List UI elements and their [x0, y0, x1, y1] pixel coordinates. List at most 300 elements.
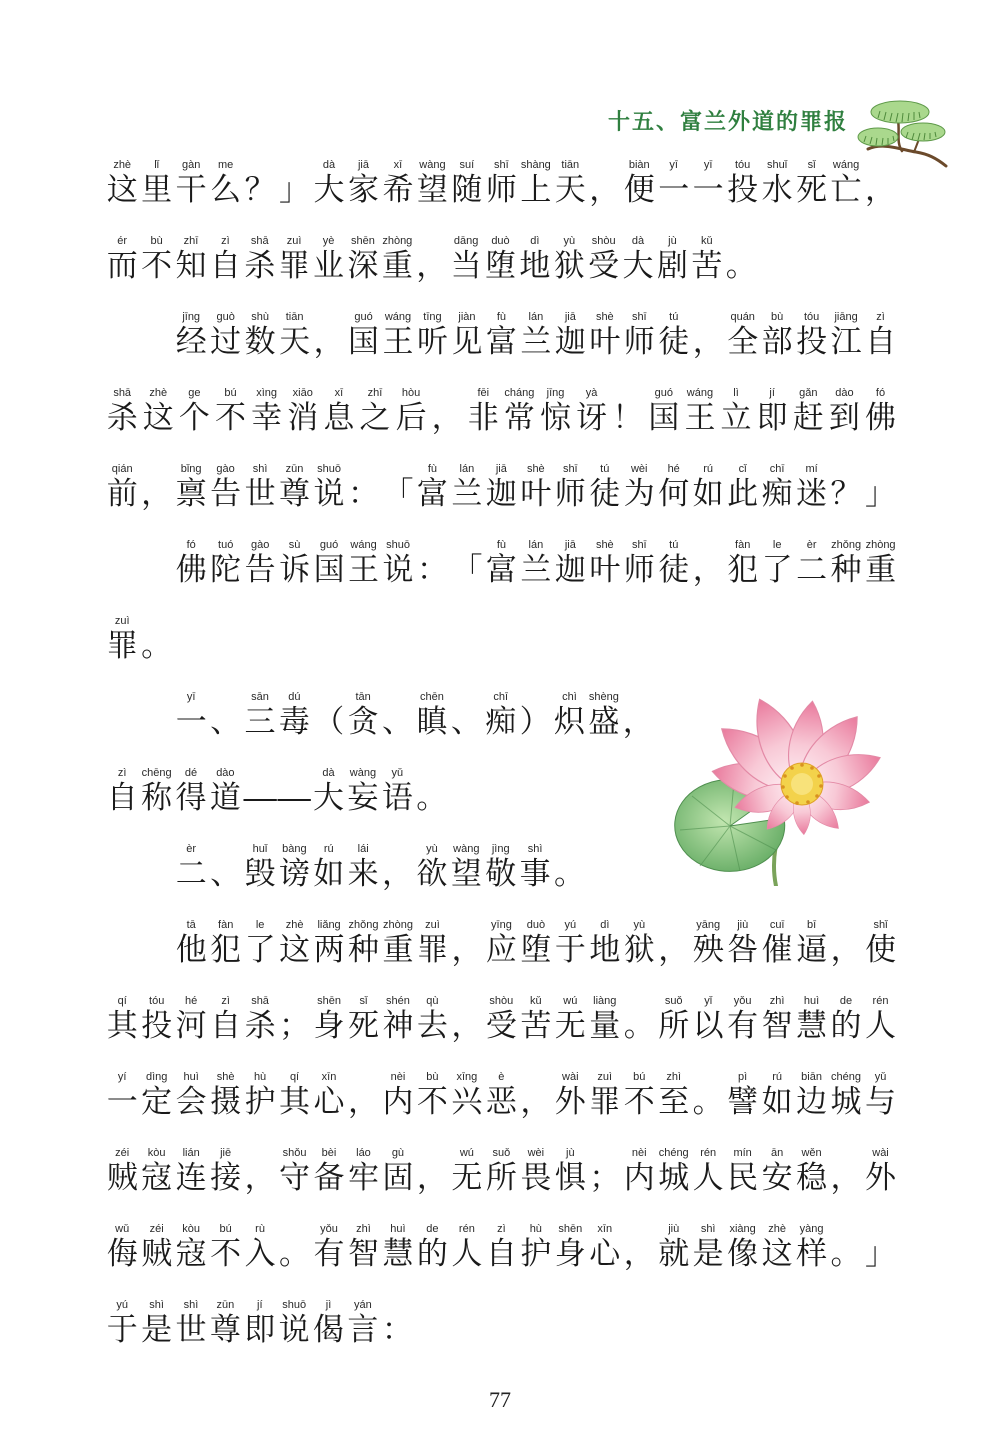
pinyin-annotation: jiāng [834, 311, 858, 323]
pinyin-annotation: dì [600, 919, 610, 931]
hanzi-character: 迦 [554, 552, 586, 588]
pinyin-annotation [829, 1222, 863, 1236]
hanzi-character: 叶 [520, 476, 552, 512]
pinyin-annotation: wáng [384, 311, 412, 323]
pinyin-annotation: dà [631, 235, 645, 247]
hanzi-character: 兰 [520, 552, 552, 588]
hanzi-character: 。 [553, 856, 585, 892]
pinyin-annotation: chēng [141, 767, 172, 779]
hanzi-character: ， [416, 248, 448, 284]
pinyin-annotation: duò [491, 235, 510, 247]
hanzi-row [105, 1312, 898, 1348]
pinyin-annotation [552, 842, 586, 856]
pinyin-annotation: hé [185, 995, 198, 1007]
hanzi-character: 讶 [576, 400, 608, 436]
pinyin-annotation: hù [529, 1223, 542, 1235]
text-line [105, 538, 898, 614]
hanzi-character: 不 [215, 400, 247, 436]
pinyin-row [105, 462, 898, 476]
pinyin-annotation: tiān [285, 311, 304, 323]
pinyin-annotation: shǒu [282, 1147, 307, 1159]
hanzi-character: 这 [761, 1236, 793, 1272]
hanzi-character: 告 [210, 476, 242, 512]
pinyin-annotation: zūn [285, 463, 304, 475]
pinyin-annotation: zhī [367, 387, 383, 399]
lotus-flower-icon [672, 698, 894, 886]
hanzi-character: ： [381, 1312, 413, 1348]
text-line [105, 310, 898, 386]
hanzi-character: 师 [623, 324, 655, 360]
hanzi-character: 、 [382, 704, 414, 740]
pinyin-annotation: rú [703, 463, 714, 475]
pinyin-annotation: xīng [456, 1071, 478, 1083]
hanzi-character: 徒 [658, 552, 690, 588]
pinyin-annotation: gào [250, 539, 270, 551]
hanzi-character: 一 [658, 172, 690, 208]
hanzi-character: 不 [210, 1236, 242, 1272]
pinyin-annotation: lán [459, 463, 475, 475]
hanzi-character: 外 [865, 1160, 896, 1196]
hanzi-character: 外 [554, 1084, 586, 1120]
hanzi-character: 。 [279, 1236, 311, 1272]
pinyin-annotation: wáng [832, 159, 860, 171]
hanzi-character: 自 [210, 1008, 242, 1044]
pinyin-annotation: tóu [734, 159, 751, 171]
hanzi-character: 禀 [175, 476, 207, 512]
hanzi-row [105, 1236, 898, 1272]
hanzi-character: 苦 [520, 1008, 552, 1044]
pinyin-annotation: yí [117, 1071, 127, 1083]
pinyin-annotation: zì [221, 995, 230, 1007]
hanzi-character: 有 [727, 1008, 759, 1044]
hanzi-character: 地 [519, 248, 551, 284]
pinyin-annotation [430, 386, 464, 400]
hanzi-character: 言 [347, 1312, 379, 1348]
hanzi-character: ， [589, 172, 621, 208]
hanzi-character: ， [416, 1160, 448, 1196]
pinyin-annotation: rén [458, 1223, 475, 1235]
pinyin-annotation [139, 462, 173, 476]
hanzi-character: 望 [450, 856, 482, 892]
hanzi-character: 亡 [830, 172, 862, 208]
hanzi-character: 杀 [106, 400, 138, 436]
hanzi-character: 语 [381, 780, 413, 816]
pinyin-annotation: lǐ [154, 159, 160, 171]
hanzi-character: 国 [648, 400, 680, 436]
pinyin-annotation [415, 234, 449, 248]
pinyin-annotation: jiù [668, 1223, 680, 1235]
pinyin-annotation: yǔ [874, 1071, 887, 1083]
text-line [105, 1070, 898, 1146]
hanzi-character: 接 [210, 1160, 242, 1196]
pinyin-annotation [277, 1222, 311, 1236]
hanzi-character: 的 [416, 1236, 448, 1272]
page-number: 77 [489, 1387, 511, 1412]
pinyin-annotation: jù [566, 1147, 575, 1159]
hanzi-character: 固 [382, 1160, 414, 1196]
pinyin-row [105, 1222, 898, 1236]
hanzi-character: 稳 [796, 1160, 828, 1196]
pinyin-annotation: shèng [588, 691, 619, 703]
hanzi-character: 备 [313, 1160, 345, 1196]
hanzi-character: 二 [175, 856, 207, 892]
pinyin-annotation: zūn [216, 1299, 235, 1311]
hanzi-character: 逼 [796, 932, 828, 968]
hanzi-character: 业 [313, 248, 345, 284]
hanzi-character: 三 [244, 704, 276, 740]
hanzi-character: — [275, 780, 313, 816]
hanzi-character: 重 [865, 552, 897, 588]
pinyin-annotation [829, 462, 863, 476]
pinyin-annotation: huì [183, 1071, 199, 1083]
pinyin-annotation: tiān [561, 159, 580, 171]
hanzi-character: 自 [106, 780, 138, 816]
pinyin-annotation: chéng [658, 1147, 689, 1159]
pinyin-annotation: wáng [350, 539, 377, 551]
pinyin-annotation: jìng [491, 843, 510, 855]
pinyin-row [105, 994, 898, 1008]
hanzi-character: 尊 [279, 476, 311, 512]
hanzi-character: 罪 [589, 1084, 621, 1120]
pinyin-annotation: qù [426, 995, 439, 1007]
hanzi-character: 而 [106, 248, 138, 284]
hanzi-character: 其 [106, 1008, 138, 1044]
pinyin-annotation: zì [497, 1223, 506, 1235]
hanzi-character: 城 [658, 1160, 690, 1196]
pinyin-annotation: gàn [181, 159, 201, 171]
hanzi-character: 部 [761, 324, 793, 360]
pinyin-annotation: wěn [801, 1147, 822, 1159]
pinyin-annotation: yǒu [733, 995, 752, 1007]
hanzi-character: ， [382, 856, 414, 892]
hanzi-character: 瞋 [416, 704, 448, 740]
pinyin-annotation [829, 918, 863, 932]
hanzi-character: 受 [588, 248, 620, 284]
hanzi-character: ， [451, 1008, 483, 1044]
hanzi-character: ， [830, 1160, 862, 1196]
hanzi-character: 望 [416, 172, 448, 208]
hanzi-character: 国 [348, 324, 380, 360]
pinyin-annotation: tóu [803, 311, 820, 323]
pinyin-annotation: liàng [593, 995, 617, 1007]
hanzi-character: 投 [796, 324, 828, 360]
pinyin-annotation: jí [257, 1299, 263, 1311]
hanzi-character: 的 [830, 1008, 862, 1044]
pinyin-annotation: mí [805, 463, 818, 475]
hanzi-character: 所 [658, 1008, 690, 1044]
pinyin-annotation [449, 690, 483, 704]
hanzi-character: 种 [348, 932, 380, 968]
pinyin-annotation: tú [600, 463, 610, 475]
pinyin-annotation: wú [563, 995, 578, 1007]
hanzi-character: 兰 [451, 476, 483, 512]
hanzi-character: 称 [141, 780, 173, 816]
pinyin-annotation: dào [835, 387, 854, 399]
pinyin-row [174, 538, 898, 552]
hanzi-character: 河 [175, 1008, 207, 1044]
hanzi-character: 其 [279, 1084, 311, 1120]
hanzi-character: 佛 [175, 552, 207, 588]
hanzi-character: ？ [244, 172, 276, 208]
pinyin-annotation: shā [250, 235, 269, 247]
pinyin-annotation: lái [357, 843, 369, 855]
hanzi-character: 入 [244, 1236, 276, 1272]
pinyin-annotation: fù [496, 311, 506, 323]
hanzi-character: 罪 [106, 628, 138, 664]
pinyin-row [105, 614, 898, 628]
pinyin-annotation [243, 1146, 277, 1160]
pinyin-annotation: xī [334, 387, 344, 399]
pinyin-annotation [519, 1070, 553, 1084]
pinyin-annotation: dú [288, 691, 301, 703]
hanzi-character: 炽 [553, 704, 585, 740]
pinyin-annotation: shòu [591, 235, 616, 247]
pinyin-annotation: jiā [564, 311, 576, 323]
pinyin-annotation [829, 1146, 863, 1160]
hanzi-character: 徒 [589, 476, 621, 512]
hanzi-character: 一 [106, 1084, 138, 1120]
pinyin-row [105, 386, 898, 400]
chapter-title: 十五、富兰外道的罪报 [608, 109, 849, 135]
text-line [105, 994, 898, 1070]
hanzi-character: ； [589, 1160, 621, 1196]
hanzi-character: 」 [865, 476, 896, 512]
hanzi-row [174, 932, 898, 968]
hanzi-character: 说 [313, 476, 345, 512]
hanzi-character: 。 [141, 628, 173, 664]
hanzi-character: 听 [416, 324, 448, 360]
pinyin-annotation: yù [426, 843, 438, 855]
hanzi-character: 种 [830, 552, 862, 588]
hanzi-character: 自 [865, 324, 897, 360]
hanzi-character: ， [313, 324, 345, 360]
hanzi-character: 护 [520, 1236, 552, 1272]
hanzi-character: ， [520, 1084, 552, 1120]
hanzi-character: 富 [416, 476, 448, 512]
hanzi-character: 自 [485, 1236, 517, 1272]
hanzi-character: 徒 [658, 324, 690, 360]
hanzi-character: 干 [175, 172, 207, 208]
pinyin-annotation: pì [738, 1071, 748, 1083]
pinyin-annotation: fù [427, 463, 437, 475]
hanzi-character: 」 [279, 172, 311, 208]
pinyin-annotation: yàng [799, 1223, 824, 1235]
pinyin-annotation: bù [150, 235, 163, 247]
hanzi-character: 一 [175, 704, 207, 740]
hanzi-character: 即 [244, 1312, 276, 1348]
hanzi-character: 慧 [796, 1008, 828, 1044]
hanzi-character: 。 [830, 1236, 862, 1272]
hanzi-character: 佛 [864, 400, 896, 436]
hanzi-character: 死 [347, 1008, 379, 1044]
pinyin-annotation: qí [117, 995, 127, 1007]
pinyin-annotation: wáng [686, 387, 714, 399]
pinyin-annotation: guó [354, 311, 373, 323]
pinyin-annotation: zhè [149, 387, 168, 399]
hanzi-character: 师 [485, 172, 517, 208]
pinyin-annotation [208, 690, 242, 704]
hanzi-character: 不 [141, 248, 173, 284]
pinyin-annotation: shēn [558, 1223, 583, 1235]
hanzi-character: 了 [244, 932, 276, 968]
hanzi-character: 道 [209, 780, 241, 816]
text-line [105, 158, 898, 234]
hanzi-character: 这 [106, 172, 138, 208]
hanzi-character: 内 [623, 1160, 655, 1196]
hanzi-character: 师 [623, 552, 655, 588]
hanzi-character: 随 [451, 172, 483, 208]
pinyin-annotation: shǐ [873, 919, 888, 931]
pinyin-annotation: shī [631, 539, 647, 551]
pinyin-annotation: shè [595, 311, 614, 323]
hanzi-character: 毒 [278, 704, 310, 740]
pinyin-annotation [312, 690, 346, 704]
hanzi-character: 摄 [210, 1084, 242, 1120]
pinyin-annotation: yán [354, 1299, 372, 1311]
pinyin-annotation: xīn [321, 1071, 337, 1083]
pine-tree-icon [856, 92, 948, 168]
pinyin-annotation: lán [528, 311, 544, 323]
pinyin-annotation: shī [494, 159, 509, 171]
hanzi-character: 身 [313, 1008, 345, 1044]
pinyin-annotation [863, 1222, 897, 1236]
hanzi-character: ， [692, 552, 724, 588]
hanzi-row [105, 1084, 898, 1120]
pinyin-annotation: shòu [489, 995, 514, 1007]
pinyin-annotation: dìng [145, 1071, 168, 1083]
pinyin-annotation: bú [219, 1223, 232, 1235]
hanzi-character: 重 [382, 932, 414, 968]
pinyin-annotation: xiāo [292, 387, 313, 399]
pinyin-annotation: duò [526, 919, 546, 931]
pinyin-annotation: chéng [831, 1071, 862, 1083]
pinyin-annotation: xiàng [729, 1223, 756, 1235]
hanzi-character: 妄 [347, 780, 379, 816]
pinyin-annotation: zhòng [383, 919, 413, 931]
pinyin-annotation [450, 994, 484, 1008]
pinyin-annotation: yīng [491, 919, 512, 931]
pinyin-row [105, 158, 898, 172]
pinyin-annotation: shuō [282, 1299, 307, 1311]
hanzi-character: ； [279, 1008, 311, 1044]
pinyin-annotation [346, 462, 380, 476]
text-line [105, 234, 898, 310]
hanzi-character: 来 [347, 856, 379, 892]
hanzi-character: 里 [141, 172, 173, 208]
hanzi-character: 天 [554, 172, 586, 208]
hanzi-character: 心 [313, 1084, 345, 1120]
hanzi-character: 幸 [251, 400, 283, 436]
hanzi-character: 个 [178, 400, 210, 436]
hanzi-character: 定 [141, 1084, 173, 1120]
hanzi-character: 这 [279, 932, 311, 968]
pinyin-annotation [208, 842, 242, 856]
pinyin-annotation [622, 994, 656, 1008]
hanzi-character: 水 [761, 172, 793, 208]
hanzi-character: 如 [692, 476, 724, 512]
hanzi-character: 常 [503, 400, 535, 436]
pinyin-annotation: zéi [149, 1223, 164, 1235]
pinyin-annotation: xī [393, 159, 403, 171]
pinyin-annotation: shì [149, 1299, 164, 1311]
pinyin-row [105, 1146, 898, 1160]
pinyin-annotation: zhì [356, 1223, 371, 1235]
hanzi-character: 投 [727, 172, 759, 208]
hanzi-character: 人 [865, 1008, 896, 1044]
pinyin-annotation: fó [186, 539, 196, 551]
pinyin-annotation [139, 614, 173, 628]
pinyin-annotation: jì [325, 1299, 332, 1311]
pinyin-annotation: èr [186, 843, 197, 855]
pinyin-annotation: jí [769, 387, 775, 399]
pinyin-annotation: shén [386, 995, 410, 1007]
pinyin-annotation: dà [322, 159, 336, 171]
hanzi-character: ， [830, 932, 862, 968]
pinyin-annotation: shè [526, 463, 545, 475]
pinyin-annotation: sǐ [359, 995, 368, 1007]
hanzi-character: 这 [142, 400, 174, 436]
hanzi-character: 两 [313, 932, 345, 968]
pinyin-annotation: wǔ [115, 1223, 130, 1235]
hanzi-character: 告 [244, 552, 276, 588]
pinyin-annotation [277, 994, 311, 1008]
pinyin-annotation: chì [562, 691, 577, 703]
hanzi-character: 大 [622, 248, 654, 284]
pinyin-annotation: yǒu [320, 1223, 338, 1235]
pinyin-annotation: zì [221, 235, 230, 247]
pinyin-annotation: lì [733, 387, 739, 399]
hanzi-character: 智 [347, 1236, 379, 1272]
hanzi-character: 侮 [106, 1236, 138, 1272]
hanzi-character: 堕 [520, 932, 552, 968]
hanzi-character: 王 [382, 324, 414, 360]
hanzi-character: 去 [416, 1008, 448, 1044]
pinyin-annotation: yú [564, 919, 577, 931]
pinyin-annotation: quán [730, 311, 755, 323]
pinyin-annotation: shù [251, 311, 269, 323]
pinyin-annotation: lián [182, 1147, 200, 1159]
hanzi-character: 全 [727, 324, 759, 360]
hanzi-character: 息 [323, 400, 355, 436]
pinyin-annotation: shuō [386, 539, 410, 551]
hanzi-character: 叶 [589, 552, 621, 588]
hanzi-character: 催 [761, 932, 793, 968]
hanzi-character: 兰 [520, 324, 552, 360]
hanzi-character: 是 [141, 1312, 173, 1348]
hanzi-character: 王 [684, 400, 716, 436]
pinyin-annotation: shì [183, 1299, 199, 1311]
pinyin-annotation: shā [251, 995, 269, 1007]
pinyin-annotation [415, 766, 449, 780]
hanzi-row [105, 476, 898, 512]
pinyin-annotation: jīng [182, 311, 201, 323]
pinyin-annotation: sǐ [807, 159, 816, 171]
pinyin-annotation [243, 158, 277, 172]
text-line [105, 1222, 898, 1298]
pinyin-annotation: wài [872, 1147, 889, 1159]
pinyin-annotation: bú [633, 1071, 646, 1083]
pinyin-annotation: yà [585, 387, 598, 399]
hanzi-character: 受 [485, 1008, 517, 1044]
hanzi-character: ， [431, 400, 463, 436]
pinyin-annotation: yī [703, 159, 713, 171]
hanzi-character: 护 [244, 1084, 276, 1120]
pinyin-annotation: wèi [630, 463, 648, 475]
pinyin-annotation: zhè [768, 1223, 786, 1235]
pinyin-annotation: dāng [453, 235, 479, 247]
pinyin-annotation: yù [563, 235, 576, 247]
hanzi-character: 。 [725, 248, 757, 284]
